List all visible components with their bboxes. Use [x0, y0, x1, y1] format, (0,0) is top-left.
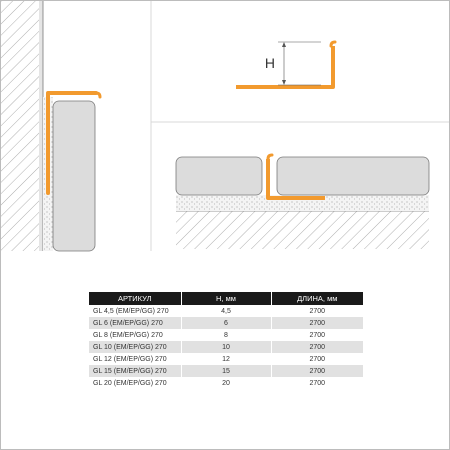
cell-article: GL 12 (EM/EP/GG) 270 [89, 353, 181, 365]
floor-detail [176, 155, 429, 249]
cell-article: GL 8 (EM/EP/GG) 270 [89, 329, 181, 341]
table-header-row [89, 292, 363, 305]
table-row [89, 329, 363, 341]
cell-height: 4,5 [181, 305, 271, 317]
table-row [89, 317, 363, 329]
table-row [89, 377, 363, 389]
cell-length: 2700 [271, 305, 363, 317]
cell-length: 2700 [271, 341, 363, 353]
cell-height: 12 [181, 353, 271, 365]
cell-length: 2700 [271, 353, 363, 365]
cell-article: GL 6 (EM/EP/GG) 270 [89, 317, 181, 329]
profile-section [236, 42, 335, 87]
wall-tile [53, 101, 95, 251]
cell-article: GL 4,5 (EM/EP/GG) 270 [89, 305, 181, 317]
cell-length: 2700 [271, 377, 363, 389]
table-row [89, 305, 363, 317]
header-height: H, мм [181, 292, 271, 305]
cell-height: 10 [181, 341, 271, 353]
header-length: ДЛИНА, мм [271, 292, 363, 305]
table-row [89, 353, 363, 365]
wall-hatch [1, 1, 39, 251]
wall-plaster [39, 1, 43, 251]
cell-article: GL 15 (EM/EP/GG) 270 [89, 365, 181, 377]
cell-height: 8 [181, 329, 271, 341]
wall-corner-detail [1, 1, 100, 251]
cell-height: 15 [181, 365, 271, 377]
cell-article: GL 20 (EM/EP/GG) 270 [89, 377, 181, 389]
spec-table [89, 292, 363, 389]
dimension-label: H [264, 55, 275, 71]
floor-tile-left [176, 157, 262, 195]
table-row [89, 365, 363, 377]
cell-height: 20 [181, 377, 271, 389]
cell-height: 6 [181, 317, 271, 329]
table-row [89, 341, 363, 353]
floor-tile-right [277, 157, 429, 195]
spec-table-container [89, 292, 363, 389]
floor-hatch [176, 211, 429, 249]
cell-article: GL 10 (EM/EP/GG) 270 [89, 341, 181, 353]
header-article: АРТИКУЛ [89, 292, 181, 305]
cell-length: 2700 [271, 329, 363, 341]
cell-length: 2700 [271, 365, 363, 377]
cell-length: 2700 [271, 317, 363, 329]
